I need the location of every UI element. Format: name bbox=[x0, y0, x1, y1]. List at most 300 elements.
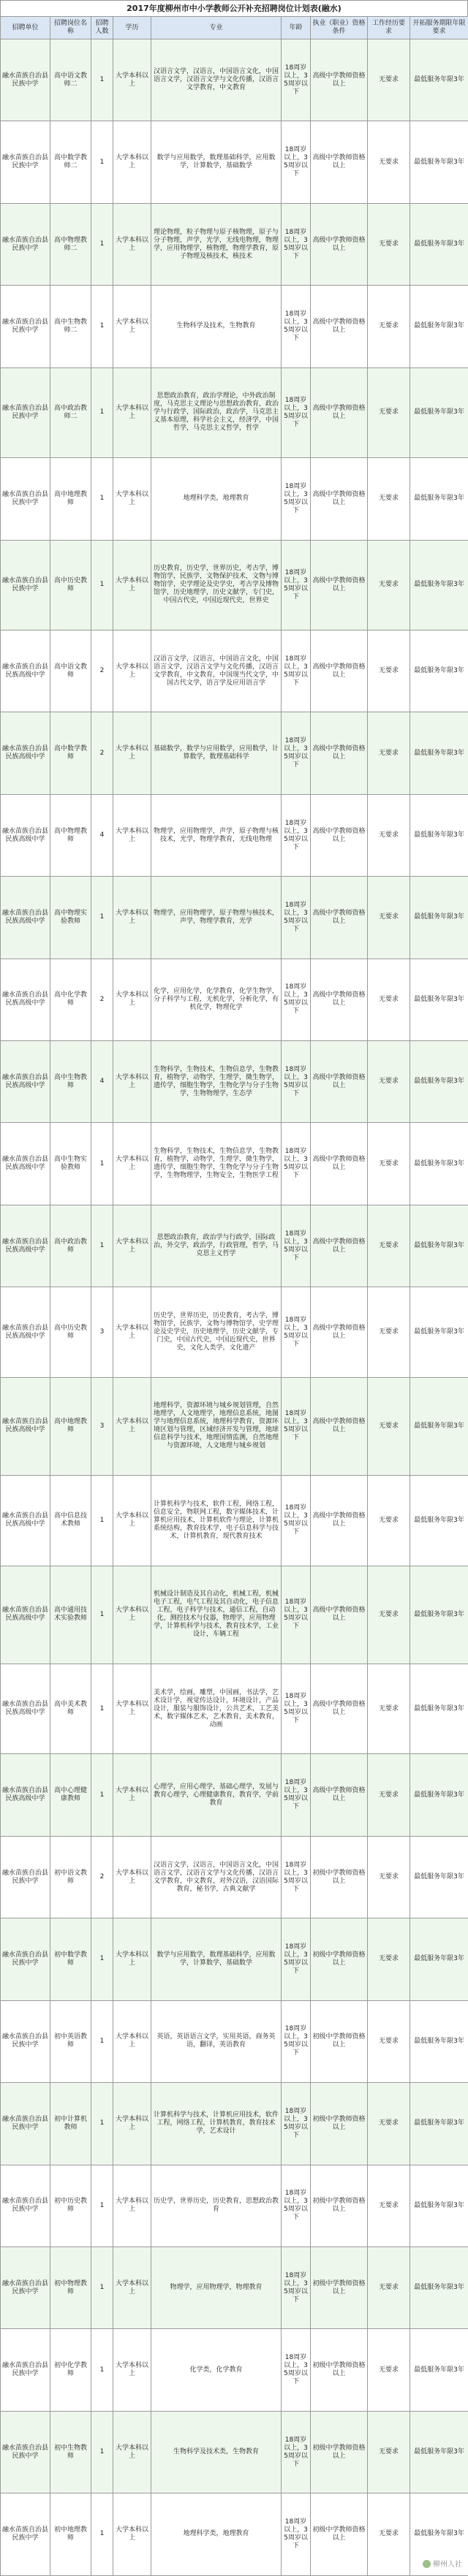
cell-education: 大学本科以上 bbox=[113, 712, 151, 794]
cell-experience: 无要求 bbox=[368, 2000, 410, 2082]
cell-qualification: 高级中学教师资格以上 bbox=[311, 121, 368, 203]
cell-post: 高中生物教师二 bbox=[50, 286, 91, 367]
cell-education: 大学本科以上 bbox=[113, 1287, 151, 1377]
table-row bbox=[1, 1287, 468, 1377]
cell-unit: 融水苗族自治县民族中学 bbox=[1, 540, 50, 630]
cell-age: 18周岁以上，35周岁以下 bbox=[282, 286, 311, 367]
table-row bbox=[1, 203, 468, 285]
cell-major: 生物科学，生物技术，生物信息学，生物教育，植物学，动物学，生理学，微生物学，遗传学，细胞生物学，生物化学与分子生物学，生物物理学，生物安全，生物医学工程 bbox=[151, 1123, 282, 1205]
table-body bbox=[1, 39, 468, 2576]
recruitment-table bbox=[0, 16, 468, 2576]
cell-major: 汉语言文学，汉语言，中国语言文化，中国语言文学，汉语言文学与文化传播，汉语言文学教育，中文教育，中国现当代文学，中国古代文学，语言学及应用语言学 bbox=[151, 630, 282, 712]
cell-service-term: 最低服务年限3年 bbox=[410, 1205, 468, 1287]
cell-unit: 融水苗族自治县民族中学 bbox=[1, 1836, 50, 1918]
cell-post: 高中地理教师 bbox=[50, 458, 91, 540]
cell-age: 18周岁以上，35周岁以下 bbox=[282, 630, 311, 712]
cell-unit: 融水苗族自治县民族中学 bbox=[1, 458, 50, 540]
cell-qualification: 高级中学教师资格以上 bbox=[311, 286, 368, 367]
cell-major: 生物科学及技术，生物教育 bbox=[151, 286, 282, 367]
cell-service-term: 最低服务年限3年 bbox=[410, 39, 468, 121]
cell-qualification: 高级中学教师资格以上 bbox=[311, 877, 368, 959]
table-row bbox=[1, 39, 468, 121]
cell-service-term: 最低服务年限3年 bbox=[410, 2493, 468, 2575]
cell-count: 1 bbox=[91, 39, 113, 121]
table-row bbox=[1, 2493, 468, 2575]
cell-unit: 融水苗族自治县民族高级中学 bbox=[1, 1664, 50, 1754]
cell-count: 1 bbox=[91, 1205, 113, 1287]
cell-unit: 融水苗族自治县民族中学 bbox=[1, 2247, 50, 2328]
cell-unit: 融水苗族自治县民族高级中学 bbox=[1, 794, 50, 876]
cell-age: 18周岁以上，35周岁以下 bbox=[282, 1377, 311, 1475]
cell-post: 初中生物教师 bbox=[50, 2411, 91, 2493]
cell-experience: 无要求 bbox=[368, 458, 410, 540]
cell-education: 大学本科以上 bbox=[113, 2083, 151, 2165]
cell-qualification: 高级中学教师资格以上 bbox=[311, 630, 368, 712]
table-row bbox=[1, 1041, 468, 1123]
cell-qualification: 高级中学教师资格以上 bbox=[311, 1754, 368, 1836]
header-qualification: 执业（职业）资格条件 bbox=[311, 17, 368, 39]
cell-age: 18周岁以上，35周岁以下 bbox=[282, 2411, 311, 2493]
cell-post: 高中数学教师二 bbox=[50, 121, 91, 203]
cell-unit: 融水苗族自治县民族高级中学 bbox=[1, 1205, 50, 1287]
cell-service-term: 最低服务年限3年 bbox=[410, 794, 468, 876]
cell-post: 高中心理健康教师 bbox=[50, 1754, 91, 1836]
cell-qualification: 高级中学教师资格以上 bbox=[311, 458, 368, 540]
cell-major: 英语，英语语言文学，实用英语，商务英语，翻译，英语教育 bbox=[151, 2000, 282, 2082]
cell-age: 18周岁以上，35周岁以下 bbox=[282, 458, 311, 540]
table-row bbox=[1, 1205, 468, 1287]
cell-service-term: 最低服务年限3年 bbox=[410, 712, 468, 794]
table-row bbox=[1, 458, 468, 540]
cell-age: 18周岁以上，35周岁以下 bbox=[282, 794, 311, 876]
cell-service-term: 最低服务年限3年 bbox=[410, 630, 468, 712]
cell-unit: 融水苗族自治县民族高级中学 bbox=[1, 1377, 50, 1475]
cell-major: 思想政治教育，政治学理论，中外政治制度，马克思主义理论与思想政治教育，政治学与行政学，国际政治，政治学，马克思主义基本原理，科学社会主义，经济学，中国哲学，马克思主义哲学，哲学 bbox=[151, 367, 282, 457]
cell-qualification: 高级中学教师资格以上 bbox=[311, 367, 368, 457]
cell-major: 历史学，世界历史，历史教育，思想政治教育 bbox=[151, 2165, 282, 2247]
cell-major: 地理科学，资源环境与城乡规划管理，自然地理学，人文地理学，地理信息系统，地图学与地理信息系统，地理科学教育，资源环境区划与管理，区域经济开发与管理，地球信息科学与技术，地理国情监测，自然地理与资源环境，人文地理与城乡规划 bbox=[151, 1377, 282, 1475]
cell-education: 大学本科以上 bbox=[113, 121, 151, 203]
cell-education: 大学本科以上 bbox=[113, 2000, 151, 2082]
cell-major: 机械设计制造及其自动化，机械工程，机械电子工程，电气工程及其自动化，电子信息工程，电子科学与技术，通信工程，自动化，测控技术与仪器，物理学，应用物理学，计算机科学与技术，教育技术学，工业设计，车辆工程 bbox=[151, 1566, 282, 1664]
header-age: 年龄 bbox=[282, 17, 311, 39]
cell-major: 汉语言文学，汉语言，中国语言文化，中国语言文学，汉语言文学与文化传播，汉语言文学教育，中文教育 bbox=[151, 39, 282, 121]
header-post: 招聘岗位名称 bbox=[50, 17, 91, 39]
cell-post: 高中政治教师 bbox=[50, 1205, 91, 1287]
cell-unit: 融水苗族自治县民族中学 bbox=[1, 39, 50, 121]
cell-count: 4 bbox=[91, 794, 113, 876]
table-row bbox=[1, 2247, 468, 2328]
cell-unit: 融水苗族自治县民族高级中学 bbox=[1, 1123, 50, 1205]
table-row bbox=[1, 1836, 468, 1918]
cell-service-term: 最低服务年限3年 bbox=[410, 2411, 468, 2493]
cell-count: 1 bbox=[91, 2411, 113, 2493]
cell-post: 高中生物实验教师 bbox=[50, 1123, 91, 1205]
cell-service-term: 最低服务年限3年 bbox=[410, 121, 468, 203]
cell-experience: 无要求 bbox=[368, 630, 410, 712]
cell-unit: 融水苗族自治县民族中学 bbox=[1, 2329, 50, 2411]
cell-major: 基础数学，数学与应用数学，应用数学，计算数学，数理基础科学 bbox=[151, 712, 282, 794]
cell-service-term: 最低服务年限3年 bbox=[410, 1836, 468, 1918]
cell-qualification: 高级中学教师资格以上 bbox=[311, 1287, 368, 1377]
cell-experience: 无要求 bbox=[368, 121, 410, 203]
cell-education: 大学本科以上 bbox=[113, 1566, 151, 1664]
cell-post: 初中英语教师 bbox=[50, 2000, 91, 2082]
cell-age: 18周岁以上，35周岁以下 bbox=[282, 1205, 311, 1287]
cell-count: 1 bbox=[91, 367, 113, 457]
cell-major: 数学与应用数学，数理基础科学，应用数学，计算数学，基础数学 bbox=[151, 121, 282, 203]
cell-experience: 无要求 bbox=[368, 1664, 410, 1754]
cell-experience: 无要求 bbox=[368, 2493, 410, 2575]
cell-service-term: 最低服务年限3年 bbox=[410, 1566, 468, 1664]
cell-post: 初中历史教师 bbox=[50, 2165, 91, 2247]
cell-experience: 无要求 bbox=[368, 794, 410, 876]
cell-count: 1 bbox=[91, 1918, 113, 2000]
cell-age: 18周岁以上，35周岁以下 bbox=[282, 2083, 311, 2165]
cell-qualification: 高级中学教师资格以上 bbox=[311, 203, 368, 285]
cell-qualification: 高级中学教师资格以上 bbox=[311, 1664, 368, 1754]
cell-major: 历史学，世界历史，历史教育，考古学，博物馆学，民族学，文物与博物馆学，史学理论及史学史，历史地理学，历史文献学，专门史，中国古代史，中国近现代史，世界史，文化人类学，文化遗产 bbox=[151, 1287, 282, 1377]
cell-qualification: 初级中学教师资格以上 bbox=[311, 2000, 368, 2082]
cell-age: 18周岁以上，35周岁以下 bbox=[282, 540, 311, 630]
cell-experience: 无要求 bbox=[368, 1476, 410, 1566]
cell-count: 1 bbox=[91, 2493, 113, 2575]
cell-age: 18周岁以上，35周岁以下 bbox=[282, 2329, 311, 2411]
cell-unit: 融水苗族自治县民族中学 bbox=[1, 2411, 50, 2493]
header-count: 招聘人数 bbox=[91, 17, 113, 39]
table-row bbox=[1, 1123, 468, 1205]
table-row bbox=[1, 794, 468, 876]
wechat-icon bbox=[423, 2560, 431, 2568]
cell-count: 3 bbox=[91, 1377, 113, 1475]
cell-experience: 无要求 bbox=[368, 1205, 410, 1287]
cell-qualification: 高级中学教师资格以上 bbox=[311, 1566, 368, 1664]
cell-experience: 无要求 bbox=[368, 2083, 410, 2165]
cell-experience: 无要求 bbox=[368, 1123, 410, 1205]
cell-education: 大学本科以上 bbox=[113, 458, 151, 540]
cell-post: 高中语文教师二 bbox=[50, 39, 91, 121]
cell-service-term: 最低服务年限3年 bbox=[410, 1476, 468, 1566]
cell-service-term: 最低服务年限3年 bbox=[410, 1041, 468, 1123]
cell-age: 18周岁以上，35周岁以下 bbox=[282, 1918, 311, 2000]
table-row bbox=[1, 286, 468, 367]
cell-experience: 无要求 bbox=[368, 959, 410, 1040]
cell-education: 大学本科以上 bbox=[113, 794, 151, 876]
cell-experience: 无要求 bbox=[368, 1041, 410, 1123]
cell-service-term: 最低服务年限3年 bbox=[410, 540, 468, 630]
cell-age: 18周岁以上，35周岁以下 bbox=[282, 2165, 311, 2247]
table-row bbox=[1, 1754, 468, 1836]
cell-unit: 融水苗族自治县民族中学 bbox=[1, 2000, 50, 2082]
cell-qualification: 高级中学教师资格以上 bbox=[311, 1041, 368, 1123]
cell-count: 1 bbox=[91, 1566, 113, 1664]
cell-service-term: 最低服务年限3年 bbox=[410, 2329, 468, 2411]
cell-age: 18周岁以上，35周岁以下 bbox=[282, 1664, 311, 1754]
cell-education: 大学本科以上 bbox=[113, 1377, 151, 1475]
cell-count: 1 bbox=[91, 121, 113, 203]
cell-education: 大学本科以上 bbox=[113, 959, 151, 1040]
cell-count: 1 bbox=[91, 203, 113, 285]
cell-post: 高中政治教师二 bbox=[50, 367, 91, 457]
cell-post: 高中物理教师 bbox=[50, 794, 91, 876]
cell-unit: 融水苗族自治县民族高级中学 bbox=[1, 712, 50, 794]
cell-major: 物理学，应用物理学，物理教育 bbox=[151, 2247, 282, 2328]
cell-education: 大学本科以上 bbox=[113, 630, 151, 712]
cell-unit: 融水苗族自治县民族中学 bbox=[1, 286, 50, 367]
cell-count: 1 bbox=[91, 2083, 113, 2165]
cell-count: 1 bbox=[91, 458, 113, 540]
cell-service-term: 最低服务年限3年 bbox=[410, 1287, 468, 1377]
cell-service-term: 最低服务年限3年 bbox=[410, 2165, 468, 2247]
cell-service-term: 最低服务年限3年 bbox=[410, 1377, 468, 1475]
cell-experience: 无要求 bbox=[368, 2247, 410, 2328]
cell-education: 大学本科以上 bbox=[113, 2329, 151, 2411]
cell-qualification: 高级中学教师资格以上 bbox=[311, 1123, 368, 1205]
cell-unit: 融水苗族自治县民族中学 bbox=[1, 2165, 50, 2247]
cell-education: 大学本科以上 bbox=[113, 2247, 151, 2328]
cell-unit: 融水苗族自治县民族中学 bbox=[1, 367, 50, 457]
cell-count: 1 bbox=[91, 1664, 113, 1754]
cell-qualification: 初级中学教师资格以上 bbox=[311, 2411, 368, 2493]
cell-unit: 融水苗族自治县民族高级中学 bbox=[1, 959, 50, 1040]
cell-count: 1 bbox=[91, 286, 113, 367]
cell-experience: 无要求 bbox=[368, 2329, 410, 2411]
table-row bbox=[1, 712, 468, 794]
cell-qualification: 高级中学教师资格以上 bbox=[311, 712, 368, 794]
cell-major: 美术学，绘画，雕塑，中国画，书法学，艺术设计学，视觉传达设计，环境设计，产品设计，服装与服饰设计，公共艺术，工艺美术，数字媒体艺术，艺术教育，美术教育，动画 bbox=[151, 1664, 282, 1754]
cell-service-term: 最低服务年限3年 bbox=[410, 2247, 468, 2328]
table-row bbox=[1, 121, 468, 203]
cell-unit: 融水苗族自治县民族中学 bbox=[1, 1918, 50, 2000]
cell-major: 计算机科学与技术，计算机应用技术，软件工程，网络工程，计算机教育，教育技术学，艺术设计 bbox=[151, 2083, 282, 2165]
cell-count: 1 bbox=[91, 2165, 113, 2247]
cell-unit: 融水苗族自治县民族高级中学 bbox=[1, 1041, 50, 1123]
table-row bbox=[1, 2165, 468, 2247]
cell-age: 18周岁以上，35周岁以下 bbox=[282, 712, 311, 794]
table-row bbox=[1, 2411, 468, 2493]
watermark-text: 柳州人社 bbox=[433, 2561, 462, 2569]
cell-post: 初中数学教师 bbox=[50, 1918, 91, 2000]
cell-qualification: 初级中学教师资格以上 bbox=[311, 1836, 368, 1918]
cell-post: 初中计算机教师 bbox=[50, 2083, 91, 2165]
cell-unit: 融水苗族自治县民族高级中学 bbox=[1, 877, 50, 959]
cell-experience: 无要求 bbox=[368, 1918, 410, 2000]
cell-post: 高中美术教师 bbox=[50, 1664, 91, 1754]
cell-age: 18周岁以上，35周岁以下 bbox=[282, 1041, 311, 1123]
cell-age: 18周岁以上，35周岁以下 bbox=[282, 2493, 311, 2575]
cell-education: 大学本科以上 bbox=[113, 1041, 151, 1123]
cell-post: 初中化学教师 bbox=[50, 2329, 91, 2411]
cell-unit: 融水苗族自治县民族高级中学 bbox=[1, 1566, 50, 1664]
cell-unit: 融水苗族自治县民族高级中学 bbox=[1, 1287, 50, 1377]
cell-service-term: 最低服务年限3年 bbox=[410, 203, 468, 285]
cell-education: 大学本科以上 bbox=[113, 367, 151, 457]
cell-experience: 无要求 bbox=[368, 203, 410, 285]
cell-qualification: 高级中学教师资格以上 bbox=[311, 540, 368, 630]
cell-service-term: 最低服务年限3年 bbox=[410, 458, 468, 540]
cell-qualification: 高级中学教师资格以上 bbox=[311, 1476, 368, 1566]
cell-age: 18周岁以上，35周岁以下 bbox=[282, 1476, 311, 1566]
cell-count: 1 bbox=[91, 2329, 113, 2411]
cell-service-term: 最低服务年限3年 bbox=[410, 367, 468, 457]
cell-count: 2 bbox=[91, 959, 113, 1040]
cell-age: 18周岁以上，35周岁以下 bbox=[282, 877, 311, 959]
cell-major: 计算机科学与技术，软件工程，网络工程，信息安全，物联网工程，数字媒体技术，计算机应用技术，计算机软件与理论，计算机系统结构，教育技术学，电子信息科学与技术，计算机教育，现代教育技术 bbox=[151, 1476, 282, 1566]
cell-education: 大学本科以上 bbox=[113, 1123, 151, 1205]
cell-qualification: 初级中学教师资格以上 bbox=[311, 2493, 368, 2575]
table-row bbox=[1, 630, 468, 712]
cell-qualification: 高级中学教师资格以上 bbox=[311, 1377, 368, 1475]
cell-count: 1 bbox=[91, 2247, 113, 2328]
cell-major: 心理学，应用心理学，基础心理学，发展与教育心理学，心理健康教育，教育学，学前教育 bbox=[151, 1754, 282, 1836]
table-row bbox=[1, 540, 468, 630]
cell-service-term: 最低服务年限3年 bbox=[410, 1123, 468, 1205]
cell-major: 思想政治教育，政治学与行政学，国际政治，外交学，政治学，行政管理，哲学，马克思主义哲学 bbox=[151, 1205, 282, 1287]
cell-education: 大学本科以上 bbox=[113, 1476, 151, 1566]
cell-count: 1 bbox=[91, 540, 113, 630]
cell-major: 物理学，应用物理学，原子物理与核技术，声学，物理学教育，光学 bbox=[151, 877, 282, 959]
cell-age: 18周岁以上，35周岁以下 bbox=[282, 121, 311, 203]
cell-qualification: 初级中学教师资格以上 bbox=[311, 2083, 368, 2165]
cell-age: 18周岁以上，35周岁以下 bbox=[282, 1566, 311, 1664]
cell-experience: 无要求 bbox=[368, 1566, 410, 1664]
cell-post: 高中历史教师 bbox=[50, 1287, 91, 1377]
cell-qualification: 初级中学教师资格以上 bbox=[311, 2247, 368, 2328]
cell-count: 2 bbox=[91, 630, 113, 712]
cell-post: 初中语文教师 bbox=[50, 1836, 91, 1918]
cell-post: 高中生物教师 bbox=[50, 1041, 91, 1123]
cell-unit: 融水苗族自治县民族中学 bbox=[1, 2493, 50, 2575]
table-row bbox=[1, 1476, 468, 1566]
cell-education: 大学本科以上 bbox=[113, 1836, 151, 1918]
table-row bbox=[1, 877, 468, 959]
cell-education: 大学本科以上 bbox=[113, 286, 151, 367]
cell-post: 高中化学教师 bbox=[50, 959, 91, 1040]
cell-qualification: 高级中学教师资格以上 bbox=[311, 39, 368, 121]
cell-education: 大学本科以上 bbox=[113, 1754, 151, 1836]
cell-age: 18周岁以上，35周岁以下 bbox=[282, 1287, 311, 1377]
cell-education: 大学本科以上 bbox=[113, 2493, 151, 2575]
cell-experience: 无要求 bbox=[368, 2165, 410, 2247]
cell-post: 高中通用技术实验教师 bbox=[50, 1566, 91, 1664]
cell-count: 1 bbox=[91, 2000, 113, 2082]
cell-education: 大学本科以上 bbox=[113, 39, 151, 121]
cell-count: 1 bbox=[91, 1754, 113, 1836]
cell-age: 18周岁以上，35周岁以下 bbox=[282, 2000, 311, 2082]
cell-age: 18周岁以上，35周岁以下 bbox=[282, 1754, 311, 1836]
page-title: 2017年度柳州市中小学教师公开补充招聘岗位计划表(融水) bbox=[0, 0, 468, 16]
cell-education: 大学本科以上 bbox=[113, 2411, 151, 2493]
cell-major: 数学与应用数学，数理基础科学，应用数学，计算数学，基础数学 bbox=[151, 1918, 282, 2000]
table-row bbox=[1, 2000, 468, 2082]
cell-qualification: 初级中学教师资格以上 bbox=[311, 2165, 368, 2247]
cell-service-term: 最低服务年限3年 bbox=[410, 959, 468, 1040]
cell-experience: 无要求 bbox=[368, 39, 410, 121]
header-major: 专业 bbox=[151, 17, 282, 39]
cell-qualification: 初级中学教师资格以上 bbox=[311, 2329, 368, 2411]
cell-major: 化学类，化学教育 bbox=[151, 2329, 282, 2411]
cell-major: 化学，应用化学，化学教育，化学生物学，分子科学与工程，无机化学，分析化学，有机化学，物理化学 bbox=[151, 959, 282, 1040]
cell-experience: 无要求 bbox=[368, 1754, 410, 1836]
watermark bbox=[423, 2558, 462, 2569]
cell-experience: 无要求 bbox=[368, 877, 410, 959]
cell-experience: 无要求 bbox=[368, 712, 410, 794]
cell-post: 高中物理实验教师 bbox=[50, 877, 91, 959]
table-row bbox=[1, 1377, 468, 1475]
cell-unit: 融水苗族自治县民族中学 bbox=[1, 203, 50, 285]
cell-major: 地理科学类，地理教育 bbox=[151, 2493, 282, 2575]
table-row bbox=[1, 1664, 468, 1754]
table-row bbox=[1, 367, 468, 457]
header-unit: 招聘单位 bbox=[1, 17, 50, 39]
cell-post: 初中地理教师 bbox=[50, 2493, 91, 2575]
cell-major: 历史教育，历史学，世界历史，考古学，博物馆学，民族学，文物保护技术，文物与博物馆学，史学理论及史学史，考古学及博物馆学，历史地理学，历史文献学，专门史，中国古代史，中国近现代史，世界史 bbox=[151, 540, 282, 630]
cell-qualification: 高级中学教师资格以上 bbox=[311, 794, 368, 876]
cell-education: 大学本科以上 bbox=[113, 1918, 151, 2000]
cell-education: 大学本科以上 bbox=[113, 877, 151, 959]
cell-major: 理论物理，粒子物理与原子核物理，原子与分子物理，声学，光学，无线电物理，物理学，应用物理学，核物理，物理学教育，原子物理及核技术，核技术 bbox=[151, 203, 282, 285]
table-row bbox=[1, 2083, 468, 2165]
cell-post: 高中语文教师 bbox=[50, 630, 91, 712]
cell-age: 18周岁以上，35周岁以下 bbox=[282, 367, 311, 457]
cell-post: 高中信息技术教师 bbox=[50, 1476, 91, 1566]
cell-unit: 融水苗族自治县民族中学 bbox=[1, 121, 50, 203]
table-row bbox=[1, 1918, 468, 2000]
cell-education: 大学本科以上 bbox=[113, 1664, 151, 1754]
cell-experience: 无要求 bbox=[368, 2411, 410, 2493]
cell-experience: 无要求 bbox=[368, 286, 410, 367]
cell-age: 18周岁以上，35周岁以下 bbox=[282, 959, 311, 1040]
cell-experience: 无要求 bbox=[368, 367, 410, 457]
table-row bbox=[1, 959, 468, 1040]
header-service-term: 开拓服务期限年限要求 bbox=[410, 17, 468, 39]
cell-major: 地理科学类，地理教育 bbox=[151, 458, 282, 540]
cell-count: 2 bbox=[91, 1836, 113, 1918]
cell-education: 大学本科以上 bbox=[113, 1205, 151, 1287]
cell-unit: 融水苗族自治县民族中学 bbox=[1, 2083, 50, 2165]
cell-service-term: 最低服务年限3年 bbox=[410, 2000, 468, 2082]
cell-experience: 无要求 bbox=[368, 1377, 410, 1475]
table-row bbox=[1, 2329, 468, 2411]
cell-service-term: 最低服务年限3年 bbox=[410, 286, 468, 367]
cell-age: 18周岁以上，35周岁以下 bbox=[282, 203, 311, 285]
cell-service-term: 最低服务年限3年 bbox=[410, 1754, 468, 1836]
cell-age: 18周岁以上，35周岁以下 bbox=[282, 2247, 311, 2328]
cell-major: 物理学，应用物理学，声学，原子物理与核技术，光学，物理学教育，无线电物理 bbox=[151, 794, 282, 876]
cell-service-term: 最低服务年限3年 bbox=[410, 1918, 468, 2000]
header-experience: 工作经历要求 bbox=[368, 17, 410, 39]
cell-post: 高中物理教师二 bbox=[50, 203, 91, 285]
cell-age: 18周岁以上，35周岁以下 bbox=[282, 1836, 311, 1918]
cell-unit: 融水苗族自治县民族高级中学 bbox=[1, 1476, 50, 1566]
cell-major: 生物科学，生物技术，生物信息学，生物教育，植物学，动物学，生理学，微生物学，遗传学，细胞生物学，生物化学与分子生物学，生物物理学，生态学 bbox=[151, 1041, 282, 1123]
cell-experience: 无要求 bbox=[368, 540, 410, 630]
header-education: 学历 bbox=[113, 17, 151, 39]
cell-count: 1 bbox=[91, 877, 113, 959]
cell-experience: 无要求 bbox=[368, 1287, 410, 1377]
cell-count: 4 bbox=[91, 1041, 113, 1123]
cell-qualification: 高级中学教师资格以上 bbox=[311, 1205, 368, 1287]
cell-education: 大学本科以上 bbox=[113, 2165, 151, 2247]
cell-qualification: 高级中学教师资格以上 bbox=[311, 959, 368, 1040]
table-header-row bbox=[1, 17, 468, 39]
cell-service-term: 最低服务年限3年 bbox=[410, 1664, 468, 1754]
cell-major: 汉语言文学，汉语言，中国语言文化，中国语言文学，汉语言文学与文化传播，汉语言文学教育，中文教育，对外汉语，汉语国际教育，秘书学，古典文献学 bbox=[151, 1836, 282, 1918]
cell-experience: 无要求 bbox=[368, 1836, 410, 1918]
cell-count: 1 bbox=[91, 1476, 113, 1566]
cell-count: 3 bbox=[91, 1287, 113, 1377]
cell-age: 18周岁以上，35周岁以下 bbox=[282, 39, 311, 121]
